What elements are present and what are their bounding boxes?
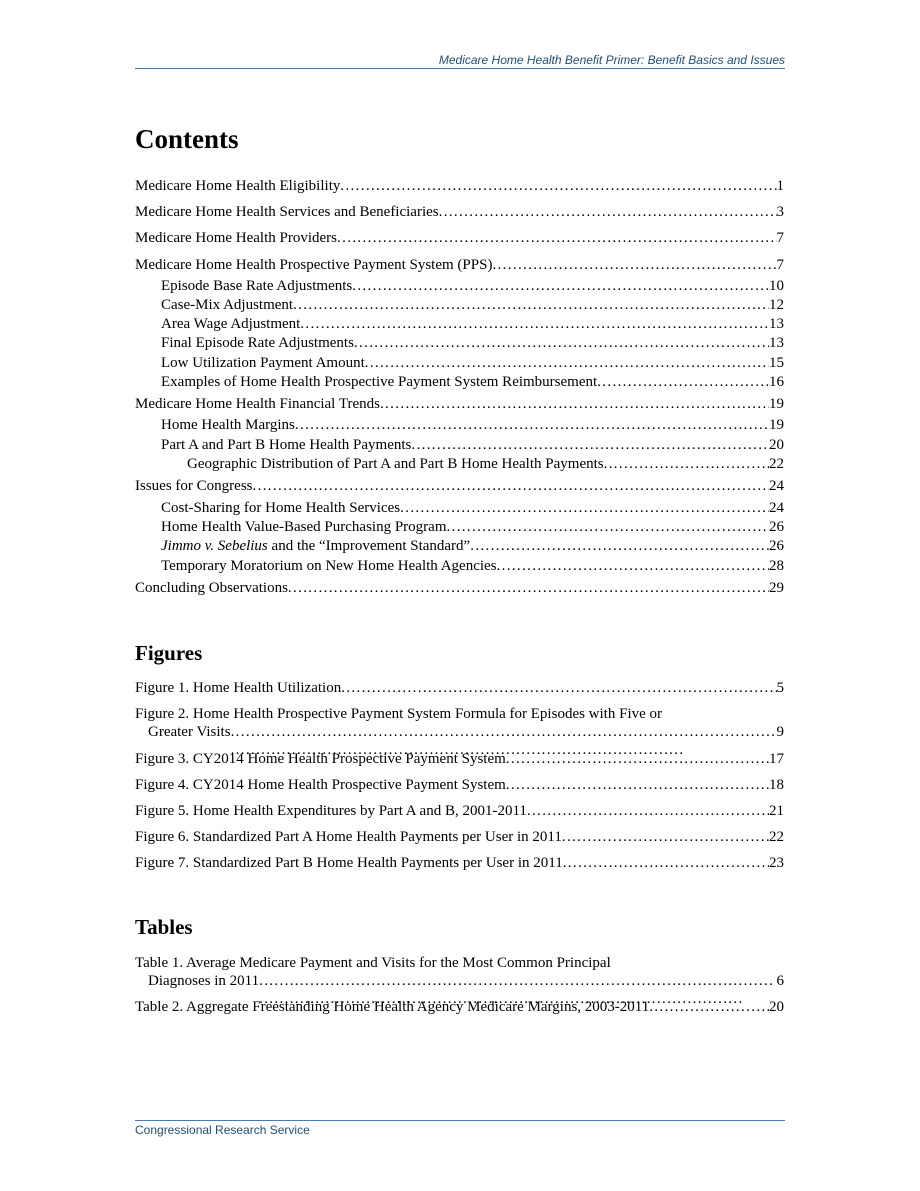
figure-entry[interactable]: Figure 7. Standardized Part B Home Health Payments per User in 2011 . . . 23: [135, 854, 784, 872]
toc-subentry[interactable]: Part A and Part B Home Health Payments . . . 20: [135, 436, 784, 454]
toc-subentry[interactable]: Jimmo v. Sebelius and the “Improvement Standard” . . . 26: [135, 537, 784, 555]
toc-entry[interactable]: Medicare Home Health Services and Beneficiaries . . . 3: [135, 203, 784, 221]
toc-entry[interactable]: Concluding Observations . . . 29: [135, 579, 784, 597]
toc-subentry[interactable]: Home Health Margins . . . 19: [135, 416, 784, 434]
figures-heading: Figures: [135, 641, 203, 665]
toc-entry[interactable]: Issues for Congress . . . 24: [135, 477, 784, 495]
table-entry[interactable]: Table 2. Aggregate Freestanding Home Health Agency Medicare Margins, 2003-2011 . . . 20: [135, 998, 784, 1016]
figure-entry[interactable]: Figure 1. Home Health Utilization . . . 5: [135, 679, 784, 697]
running-header: Medicare Home Health Benefit Primer: Benefit Basics and Issues: [438, 53, 785, 67]
toc-subentry[interactable]: Low Utilization Payment Amount . . . 15: [135, 354, 784, 372]
toc-subentry[interactable]: Episode Base Rate Adjustments . . . 10: [135, 277, 784, 295]
toc-subentry[interactable]: Area Wage Adjustment . . . 13: [135, 315, 784, 333]
figure-entry[interactable]: Figure 6. Standardized Part A Home Health Payments per User in 2011 . . . 22: [135, 828, 784, 846]
toc-entry[interactable]: Medicare Home Health Prospective Payment System (PPS) . . . 7: [135, 256, 784, 274]
toc-subentry[interactable]: Home Health Value-Based Purchasing Program . . . 26: [135, 518, 784, 536]
toc-entry[interactable]: Medicare Home Health Providers . . . 7: [135, 229, 784, 247]
figure-entry[interactable]: Figure 4. CY2014 Home Health Prospective Payment System . . . 18: [135, 776, 784, 794]
figure-entry[interactable]: Figure 2. Home Health Prospective Payment System Formula for Episodes with Five or Greater Visits . . . 9: [135, 705, 784, 759]
toc-subentry[interactable]: Examples of Home Health Prospective Payment System Reimbursement . . . 16: [135, 373, 784, 391]
figure-entry[interactable]: Figure 5. Home Health Expenditures by Part A and B, 2001-2011 . . . 21: [135, 802, 784, 820]
toc-subentry[interactable]: Temporary Moratorium on New Home Health Agencies . . . 28: [135, 557, 784, 575]
tables-heading: Tables: [135, 915, 193, 939]
figure-entry[interactable]: Figure 3. CY2014 Home Health Prospective Payment System . . . 17: [135, 750, 784, 768]
table-entry[interactable]: Table 1. Average Medicare Payment and Visits for the Most Common Principal Diagnoses in 2011 . . . 6: [135, 954, 784, 1008]
footer-rule: [135, 1120, 785, 1121]
toc-entry[interactable]: Medicare Home Health Financial Trends . . . 19: [135, 395, 784, 413]
toc-entry[interactable]: Medicare Home Health Eligibility . . . 1: [135, 177, 784, 195]
footer-org: Congressional Research Service: [135, 1123, 310, 1137]
toc-subentry[interactable]: Cost-Sharing for Home Health Services . . . 24: [135, 499, 784, 517]
case-name: Jimmo v. Sebelius: [161, 538, 268, 554]
header-rule: [135, 68, 785, 69]
toc-subentry[interactable]: Case-Mix Adjustment . . . 12: [135, 296, 784, 314]
toc-subentry[interactable]: Final Episode Rate Adjustments . . . 13: [135, 334, 784, 352]
contents-heading: Contents: [135, 124, 239, 154]
toc-subsubentry[interactable]: Geographic Distribution of Part A and Part B Home Health Payments . . . 22: [135, 455, 784, 473]
